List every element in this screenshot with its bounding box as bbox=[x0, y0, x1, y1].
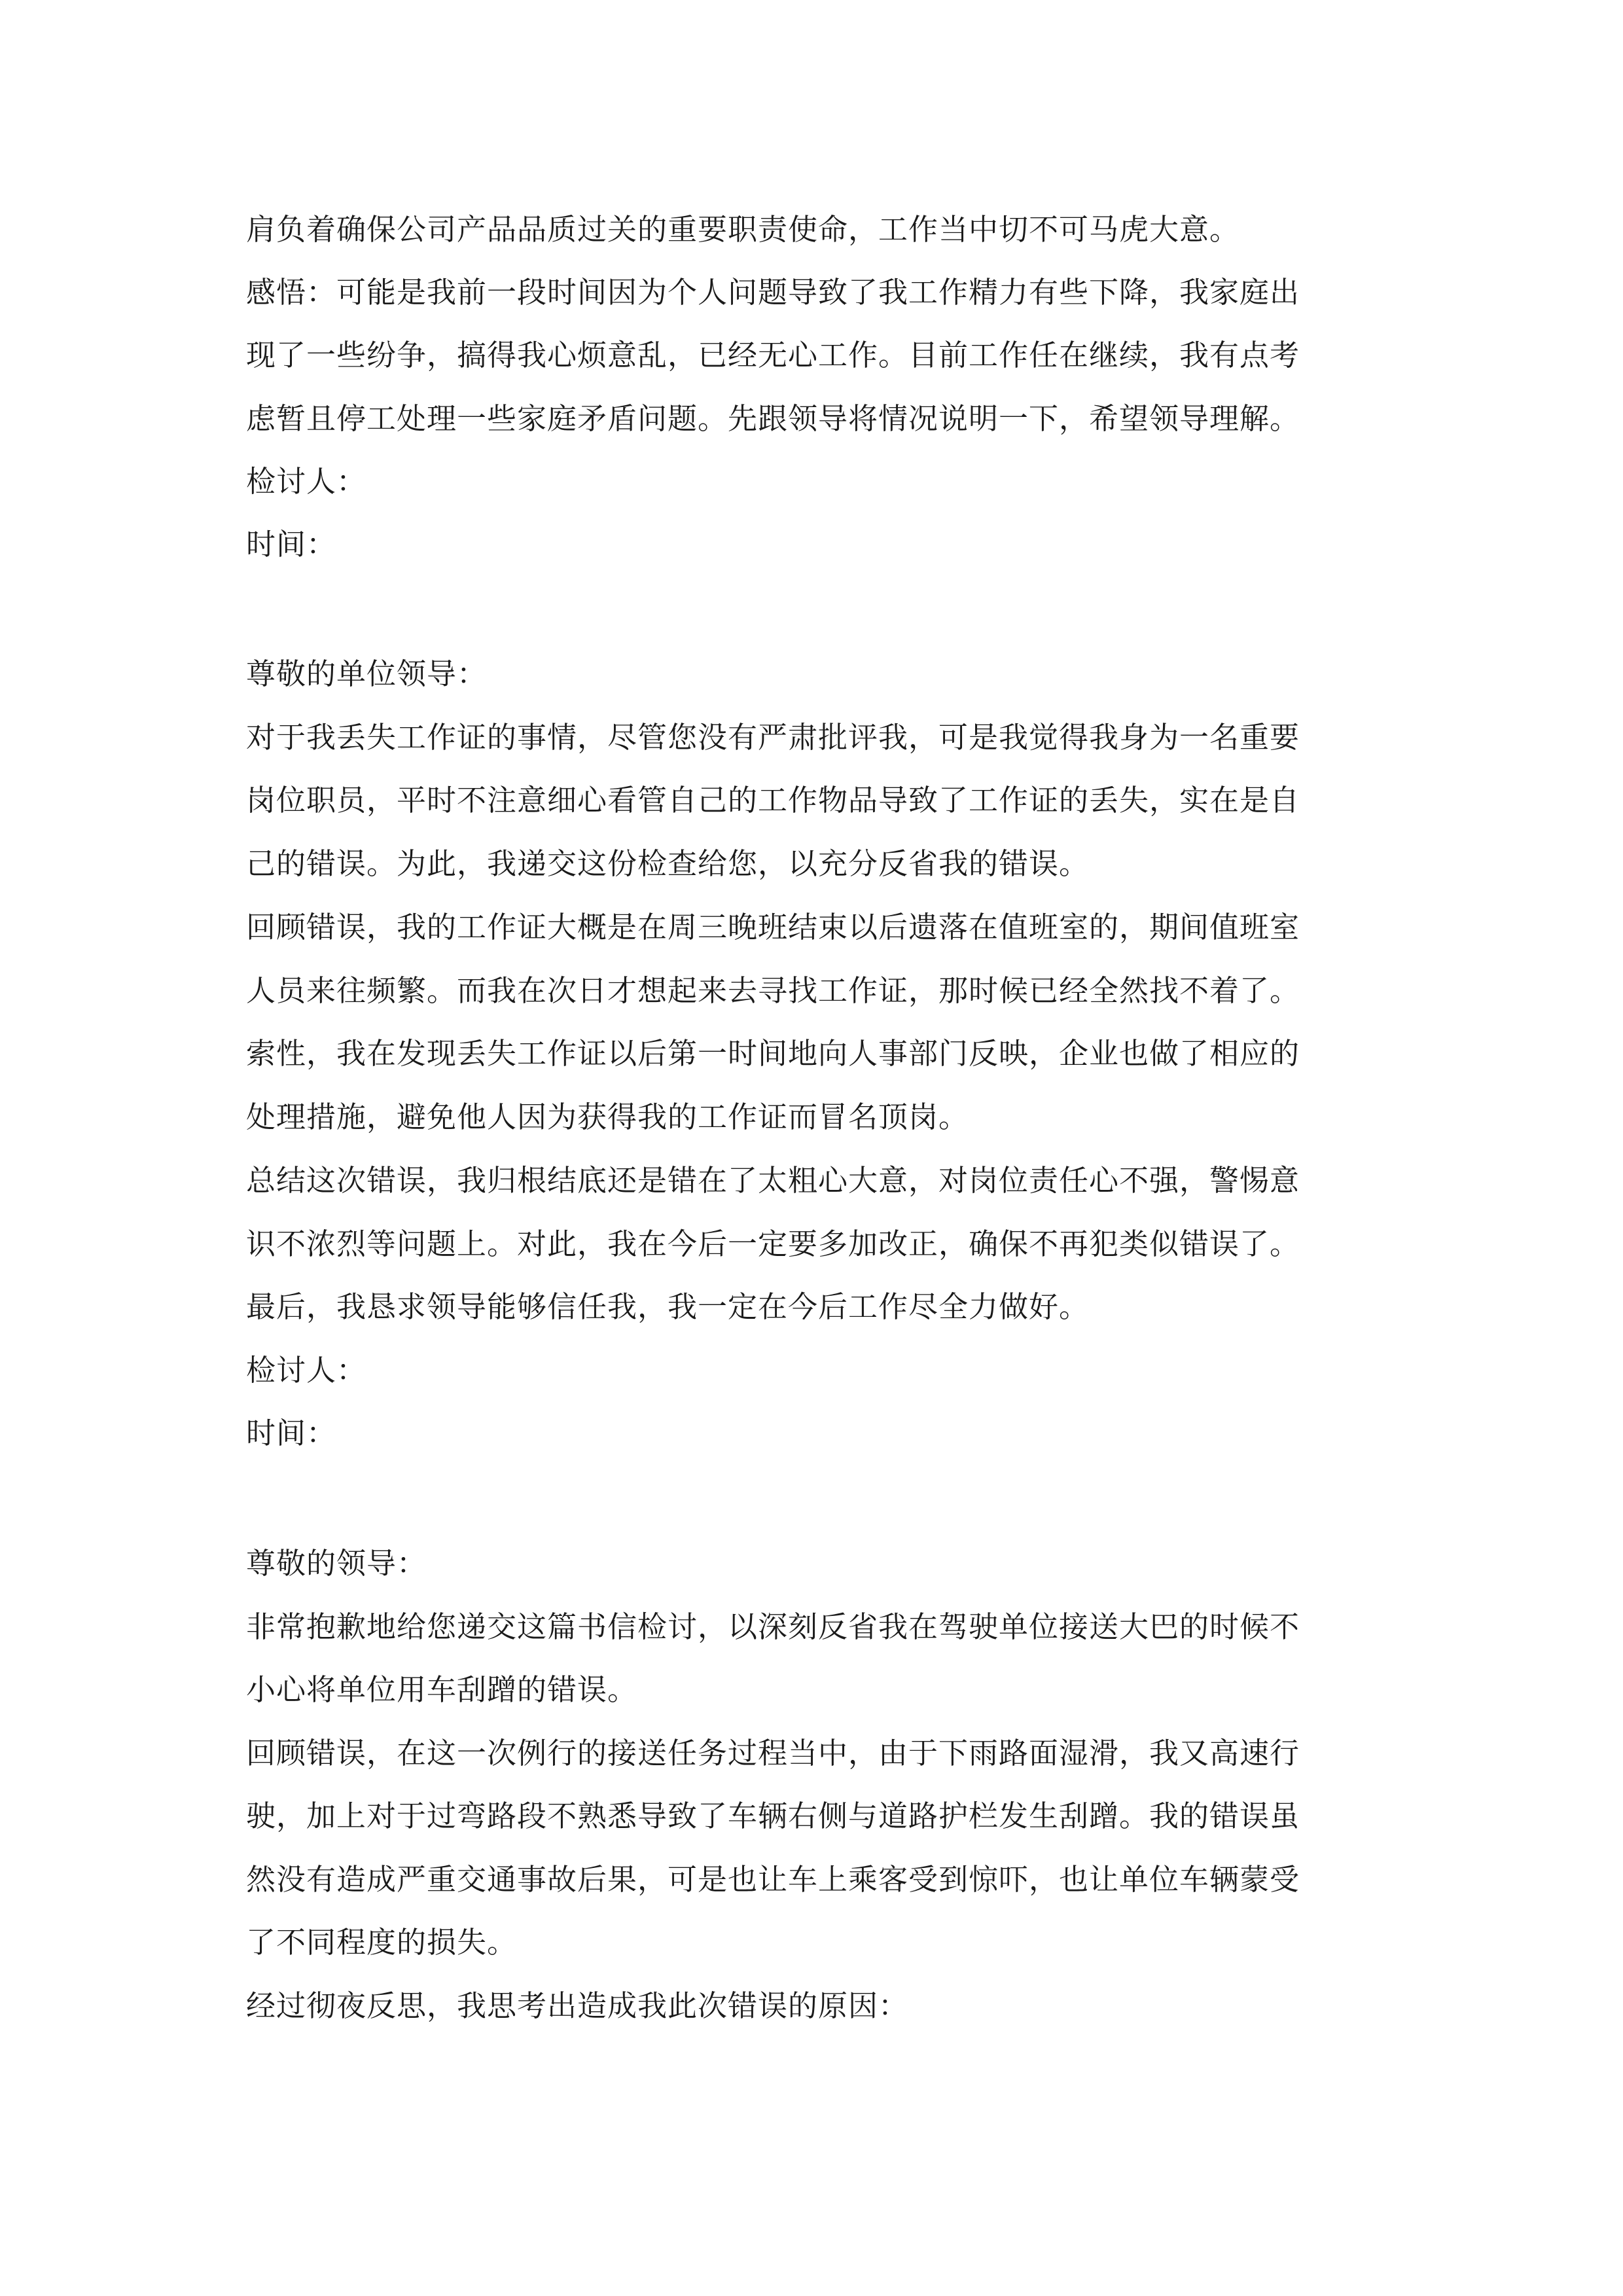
text-line: 索性，我在发现丢失工作证以后第一时间地向人事部门反映，企业也做了相应的 bbox=[246, 1036, 1300, 1071]
signature-label: 检讨人： bbox=[246, 464, 367, 499]
salutation: 尊敬的单位领导： bbox=[246, 656, 488, 691]
text-line: 处理措施，避免他人因为获得我的工作证而冒名顶岗。 bbox=[246, 1100, 969, 1134]
text-line: 对于我丢失工作证的事情，尽管您没有严肃批评我，可是我觉得我身为一名重要 bbox=[246, 720, 1300, 755]
salutation: 尊敬的领导： bbox=[246, 1546, 427, 1581]
date-label: 时间： bbox=[246, 1416, 337, 1450]
text-line: 现了一些纷争，搞得我心烦意乱，已经无心工作。目前工作任在继续，我有点考 bbox=[246, 338, 1300, 372]
text-line: 然没有造成严重交通事故后果，可是也让车上乘客受到惊吓，也让单位车辆蒙受 bbox=[246, 1862, 1300, 1897]
date-label: 时间： bbox=[246, 527, 337, 562]
signature-label: 检讨人： bbox=[246, 1353, 367, 1388]
text-line: 己的错误。为此，我递交这份检查给您，以充分反省我的错误。 bbox=[246, 846, 1090, 881]
text-line: 回顾错误，在这一次例行的接送任务过程当中，由于下雨路面湿滑，我又高速行 bbox=[246, 1736, 1300, 1770]
text-line: 虑暂且停工处理一些家庭矛盾问题。先跟领导将情况说明一下，希望领导理解。 bbox=[246, 401, 1300, 436]
text-line: 肩负着确保公司产品品质过关的重要职责使命，工作当中切不可马虎大意。 bbox=[246, 212, 1240, 247]
text-line: 驶，加上对于过弯路段不熟悉导致了车辆右侧与道路护栏发生刮蹭。我的错误虽 bbox=[246, 1799, 1300, 1833]
text-line: 总结这次错误，我归根结底还是错在了太粗心大意，对岗位责任心不强，警惕意 bbox=[246, 1163, 1300, 1198]
text-line: 非常抱歉地给您递交这篇书信检讨，以深刻反省我在驾驶单位接送大巴的时候不 bbox=[246, 1609, 1300, 1644]
text-line: 经过彻夜反思，我思考出造成我此次错误的原因： bbox=[246, 1988, 909, 2023]
text-line: 小心将单位用车刮蹭的错误。 bbox=[246, 1672, 638, 1707]
text-line: 感悟：可能是我前一段时间因为个人问题导致了我工作精力有些下降，我家庭出 bbox=[246, 275, 1300, 310]
text-line: 人员来往频繁。而我在次日才想起来去寻找工作证，那时候已经全然找不着了。 bbox=[246, 973, 1300, 1008]
text-line: 识不浓烈等问题上。对此，我在今后一定要多加改正，确保不再犯类似错误了。 bbox=[246, 1227, 1300, 1261]
text-line: 了不同程度的损失。 bbox=[246, 1925, 518, 1960]
text-line: 岗位职员，平时不注意细心看管自己的工作物品导致了工作证的丢失，实在是自 bbox=[246, 783, 1300, 817]
text-line: 回顾错误，我的工作证大概是在周三晚班结束以后遗落在值班室的，期间值班室 bbox=[246, 910, 1300, 944]
text-line: 最后，我恳求领导能够信任我，我一定在今后工作尽全力做好。 bbox=[246, 1289, 1090, 1324]
